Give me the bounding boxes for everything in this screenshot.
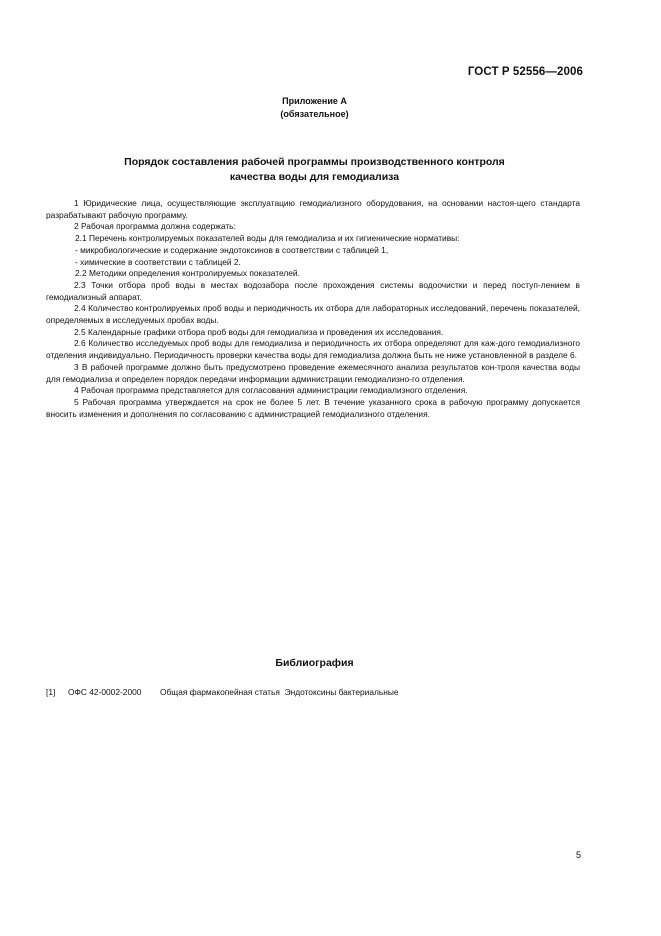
paragraph-2-5: 2.5 Календарные графики отбора проб воды для гемодиализа и проведения их исследования. — [74, 326, 444, 337]
section-title-line-2: качества воды для гемодиализа — [229, 171, 400, 183]
paragraph-2-4: 2.4 Количество контролируемых проб воды и периодичность их отбора для лабораторных исследований, перечень показателей, определяемых в исследуемых пробах воды. — [46, 303, 580, 326]
paragraph-1: 1 Юридические лица, осуществляющие эксплуатацию гемодиализного оборудования, на основании настоя-щего стандарта разрабатывают рабочую программу. — [46, 198, 580, 220]
paragraph-2-1: 2.1 Перечень контролируемых показателей воды для гемодиализа и их гигиенические нормативы: — [75, 233, 460, 244]
list-item-chemical: - химические в соответствии с таблицей 2. — [75, 256, 241, 267]
section-title-line-1: Порядок составления рабочей программы производственного контроля — [124, 156, 505, 168]
paragraph-3: 3 В рабочей программе должно быть предусмотрено проведение ежемесячного анализа результатов кон-троля качества воды для гемодиализа и определен порядок передачи информации администрации гемодиализно-го отделения. — [46, 361, 580, 384]
section-title — [0, 155, 629, 185]
body-text — [46, 198, 580, 420]
bibliography-entry — [46, 687, 586, 697]
paragraph-2: 2 Рабочая программа должна содержать: — [74, 221, 236, 232]
paragraph-4: 4 Рабочая программа представляется для согласования администрации гемодиализного отделения. — [74, 385, 468, 396]
paragraph-2-3: 2.3 Точки отбора проб воды в местах водозабора после прохождения системы водоочистки и перед поступ-лением в гемодиализный аппарат. — [46, 279, 580, 302]
document-code: ГОСТ Р 52556—2006 — [467, 66, 583, 78]
bibliography-entry-text: Общая фармакопейная статья Эндотоксины бактериальные — [160, 687, 399, 697]
appendix-status: (обязательное) — [280, 109, 349, 119]
appendix-label: Приложение А — [282, 96, 347, 106]
appendix-heading — [0, 95, 629, 121]
paragraph-2-2: 2.2 Методики определения контролируемых показателей. — [75, 268, 300, 279]
page-number: 5 — [575, 850, 581, 860]
bibliography-title: Библиография — [275, 657, 354, 669]
paragraph-5: 5 Рабочая программа утверждается на срок не более 5 лет. В течение указанного срока в рабочую программу допускается вносить изменения и дополнения по согласованию с администрацией гемодиализного отделения. — [46, 396, 580, 419]
paragraph-2-6: 2.6 Количество исследуемых проб воды для гемодиализа и периодичность их отбора определяют для каж-дого гемодиализного отделения индивидуально. Периодичность проверки качества воды для гемодиализа должна быть не ниже установленной в разделе 6. — [46, 338, 580, 361]
bibliography-entry-number: [1] — [46, 687, 56, 697]
list-item-microbiological: - микробиологические и содержание эндотоксинов в соответствии с таблицей 1, — [75, 244, 389, 255]
bibliography-entry-code: ОФС 42-0002-2000 — [68, 687, 142, 697]
